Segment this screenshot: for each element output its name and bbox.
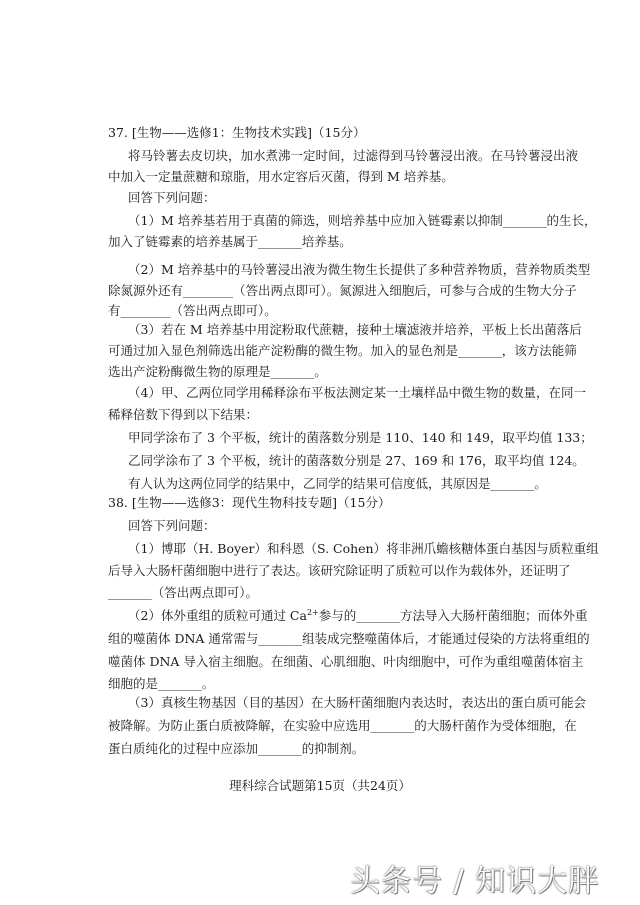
q37-part3-line: 选出产淀粉酶微生物的原理是_______。 bbox=[108, 364, 327, 379]
q38-header: 38. [生物——选修3：现代生物科技专题]（15分） bbox=[108, 495, 391, 510]
q37-result-line: 甲同学涂布了 3 个平板，统计的菌落数分别是 110、140 和 149，取平均值 133； bbox=[128, 430, 593, 445]
q38-part1-line: （1）博耶（H. Boyer）和科恩（S. Cohen）将非洲爪蟾核糖体蛋白基因与质粒重组 bbox=[128, 541, 599, 556]
q37-header: 37. [生物——选修1：生物技术实践]（15分） bbox=[108, 125, 366, 140]
q38-part3-line: 被降解。为防止蛋白质被降解，在实验中应选用_______的大肠杆菌作为受体细胞，在 bbox=[108, 718, 577, 733]
q38-part2-line: 噬菌体 DNA 导入宿主细胞。在细菌、心肌细胞、叶肉细胞中，可作为重组噬菌体宿主 bbox=[108, 654, 584, 669]
q37-part3-line: （3）若在 M 培养基中用淀粉取代蔗糖，接种土壤滤液并培养，平板上长出菌落后 bbox=[128, 322, 582, 337]
q38-part2-line: 组的噬菌体 DNA 通常需与_______组装成完整噬菌体后，才能通过侵染的方法将重组的 bbox=[108, 631, 590, 646]
q38-part3-line: 蛋白质纯化的过程中应添加_______的抑制剂。 bbox=[108, 741, 365, 756]
q38-part2-text: （2）体外重组的质粒可通过 Ca bbox=[128, 608, 307, 623]
q38-part2-line bbox=[128, 608, 588, 624]
q38-part2-text: 参与的_______方法导入大肠杆菌细胞；而体外重 bbox=[318, 608, 588, 623]
q37-part2-line: （2）M 培养基中的马铃薯浸出液为微生物生长提供了多种营养物质，营养物质类型 bbox=[128, 262, 591, 277]
q38-part1-line: _______（答出两点即可）。 bbox=[108, 585, 259, 600]
page-footer: 理科综合试题第15页（共24页） bbox=[229, 778, 411, 793]
q38-part2-line: 细胞的是_______。 bbox=[108, 676, 215, 691]
q37-part2-line: 有________（答出两点即可）。 bbox=[108, 303, 277, 318]
q38-intro: 回答下列问题： bbox=[128, 518, 216, 533]
q37-stem-line: 中加入一定量蔗糖和琼脂，用水定容后灭菌，得到 M 培养基。 bbox=[108, 169, 454, 184]
q37-stem-line: 回答下列问题： bbox=[128, 190, 216, 205]
q37-part1-line: （1）M 培养基若用于真菌的筛选，则培养基中应加入链霉素以抑制_______的生长， bbox=[128, 213, 597, 228]
q38-part1-line: 后导入大肠杆菌细胞中进行了表达。该研究除证明了质粒可以作为载体外，还证明了 bbox=[108, 563, 571, 578]
q37-result-line: 乙同学涂布了 3 个平板，统计的菌落数分别是 27、169 和 176，取平均值 124。 bbox=[128, 453, 585, 468]
q37-stem-line: 将马铃薯去皮切块，加水煮沸一定时间，过滤得到马铃薯浸出液。在马铃薯浸出液 bbox=[128, 148, 579, 163]
q37-part4-line: （4）甲、乙两位同学用稀释涂布平板法测定某一土壤样品中微生物的数量，在同一 bbox=[128, 385, 586, 400]
watermark: 头条号 / 知识大胖 bbox=[350, 864, 600, 899]
q38-part3-line: （3）真核生物基因（目的基因）在大肠杆菌细胞内表达时，表达出的蛋白质可能会 bbox=[128, 695, 586, 710]
q37-part4-line: 有人认为这两位同学的结果中，乙同学的结果可信度低，其原因是_______。 bbox=[128, 476, 547, 491]
q37-part4-line: 稀释倍数下得到以下结果： bbox=[108, 407, 259, 422]
q37-part1-line: 加入了链霉素的培养基属于_______培养基。 bbox=[108, 234, 352, 249]
ion-charge-superscript: 2+ bbox=[306, 607, 319, 617]
q37-part3-line: 可通过加入显色剂筛选出能产淀粉酶的微生物。加入的显色剂是_______，该方法能筛 bbox=[108, 343, 577, 358]
q37-part2-line: 除氮源外还有________（答出两点即可）。氮源进入细胞后，可参与合成的生物大分子 bbox=[108, 283, 577, 298]
